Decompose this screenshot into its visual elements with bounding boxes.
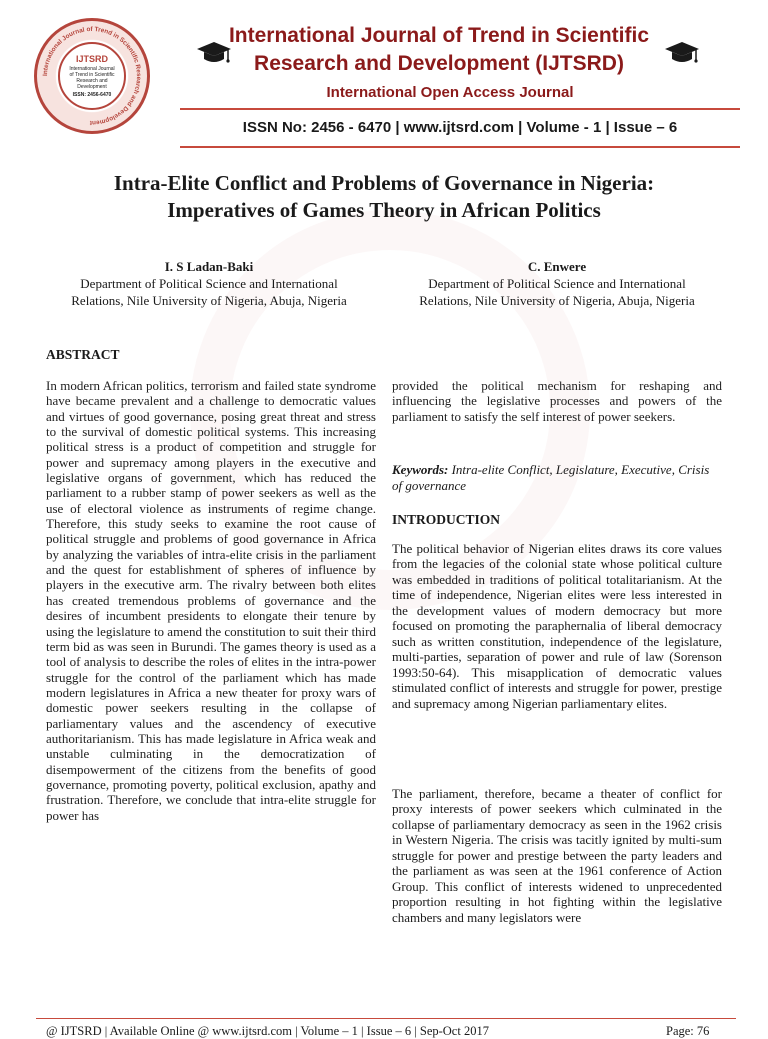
graduation-cap-icon	[196, 40, 232, 66]
author-affiliation: Department of Political Science and International	[428, 276, 686, 291]
author-affiliation: Relations, Nile University of Nigeria, Abuja, Nigeria	[419, 293, 695, 308]
open-access-label: International Open Access Journal	[326, 84, 574, 101]
paper-title	[60, 170, 708, 224]
journal-seal-logo	[34, 18, 150, 134]
journal-title-line: Research and Development (IJTSRD)	[254, 52, 624, 75]
author-affiliation: Relations, Nile University of Nigeria, Abuja, Nigeria	[71, 293, 347, 308]
author-name: C. Enwere	[527, 259, 587, 274]
seal-text-line: Development	[77, 84, 107, 90]
introduction-heading: INTRODUCTION	[392, 512, 501, 527]
introduction-paragraph: The parliament, therefore, became a theater of conflict for proxy interests of power seekers which culminated in the collapse of parliamentary democracy as seen in the 1962 crisis in Western Nigeria. The crisis was tacitly ignited by multi-sum struggle for power and prestige between the party leaders and the parliament as was seen at the 1961 conference of Action Group. This conflict of interests widened to unprecedented proportion resulting in hot fighting within the legislative chambers and many legislators were	[392, 786, 722, 925]
paper-title-line: Intra-Elite Conflict and Problems of Governance in Nigeria:	[113, 171, 655, 195]
seal-ring-text: International Journal of Trend in Scientific Research and Development	[41, 25, 143, 127]
issn-volume-line: ISSN No: 2456 - 6470 | www.ijtsrd.com | Volume - 1 | Issue – 6	[242, 119, 678, 136]
page-number: Page: 76	[666, 1024, 710, 1038]
header-divider	[180, 108, 740, 110]
journal-header	[0, 0, 768, 150]
seal-text-line: International Journal	[69, 66, 115, 72]
graduation-cap-icon	[664, 40, 700, 66]
abstract-heading: ABSTRACT	[46, 347, 120, 362]
journal-title-line: International Journal of Trend in Scientific	[228, 24, 650, 47]
keywords-label: Keywords:	[392, 462, 449, 477]
abstract-continued: provided the political mechanism for reshaping and influencing the legislative processes and powers of the parliament to satisfy the self interest of power seekers.	[392, 378, 722, 424]
journal-title	[228, 22, 650, 78]
keywords	[392, 462, 722, 494]
seal-text-line: Research and	[76, 78, 108, 84]
author-affiliation: Department of Political Science and International	[80, 276, 338, 291]
introduction-paragraph: The political behavior of Nigerian elites draws its core values from the legacies of the colonial state whose political culture was embedded in traditions of political totalitarianism. At the time of independence, Nigerian elites were less interested in the development values of modern democracy but more focused on promoting the paraphernalia of liberal democracy such as written constitution, independence of the legislature, multi-parties, separation of power and rule of law (Sorenson 1993:50-64). This misapplication of democratic values stimulated conflict of interests and struggle for power, prestige and supremacy among Nigerian parliamentary elites.	[392, 541, 722, 711]
author-block	[392, 258, 722, 309]
footer-divider	[36, 1018, 736, 1019]
keywords-text: Intra-elite Conflict, Legislature, Executive, Crisis of governance	[392, 462, 710, 493]
abstract-text: In modern African politics, terrorism and failed state syndrome have became prevalent and a challenge to democratic values and virtues of good governance, posing great threat and stress to the survival of domestic political systems. This increasing political stress is a product of competition and struggle for power and supremacy among players in the executive and legislative organs of government, which has reduced the parliament to a rubber stamp of power seekers as well as the use of electoral violence as instruments of regime change. Therefore, this study seeks to examine the root cause of political struggle and problems of good governance in Africa by analyzing the variables of intra-elite crisis in the parliament and the quest for establishment of spheres of influence by players in the executive arm. The rivalry between both elites has created tremendous problems of governance and the desires of incumbent presidents to elongate their tenure by using the legislature to amend the constitution to suit their third term bid as was seen in Burundi. The games theory is used as a tool of analysis to describe the roles of elites in the intra-power struggle for the control of the parliament which has made modern legislatures in Africa a new theater for proxy wars of domestic power seekers resulting in the collapse of parliamentary values and the ascendency of executive authoritarianism. This has made legislature in Africa weak and unstable culminating in the democratization of disempowerment of the citizens from the benefits of good governance, promoting poverty, political exclusion, apathy and frustration. Therefore, we conclude that intra-elite struggle for power has	[46, 378, 377, 823]
seal-issn: ISSN: 2456-6470	[72, 92, 112, 98]
seal-text	[60, 66, 124, 90]
footer-citation: @ IJTSRD | Available Online @ www.ijtsrd.com | Volume – 1 | Issue – 6 | Sep-Oct 2017	[46, 1024, 489, 1038]
header-divider	[180, 146, 740, 148]
author-name: I. S Ladan-Baki	[164, 259, 254, 274]
seal-center	[58, 42, 126, 110]
author-block	[44, 258, 374, 309]
seal-text-line: of Trend in Scientific	[69, 72, 115, 78]
seal-abbr: IJTSRD	[75, 54, 108, 64]
paper-title-line: Imperatives of Games Theory in African Politics	[167, 198, 601, 222]
